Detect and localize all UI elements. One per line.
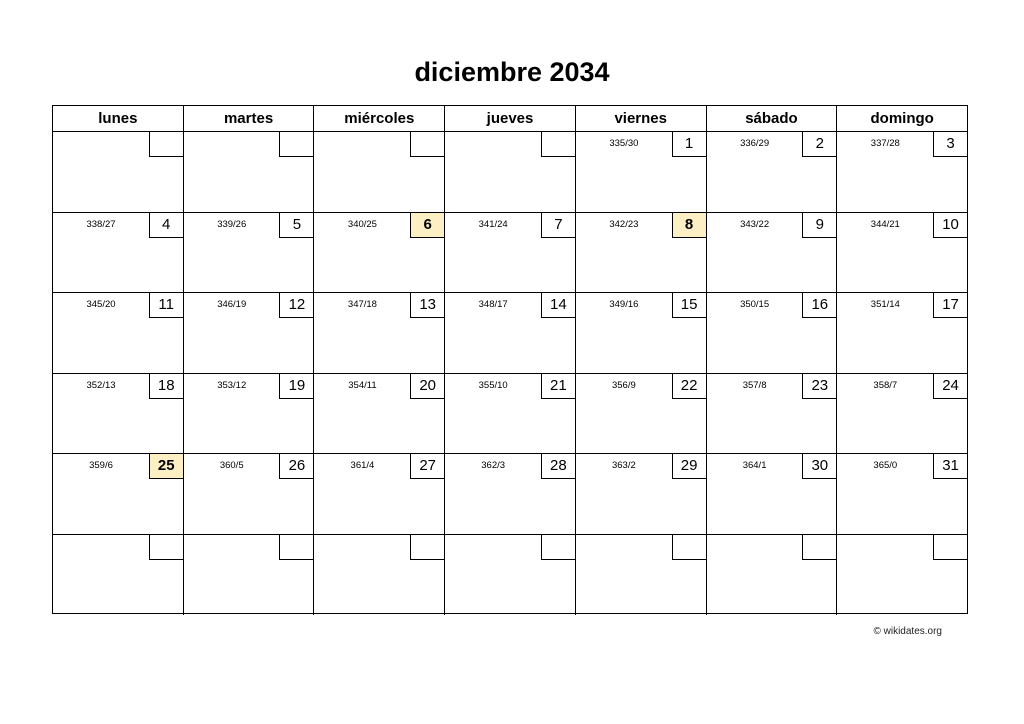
day-of-year-label: 344/21 xyxy=(870,218,900,230)
day-of-year-label: 363/2 xyxy=(611,460,636,471)
day-number: 15 xyxy=(672,293,706,318)
day-number: 26 xyxy=(279,454,313,479)
day-number xyxy=(149,535,183,560)
day-cell xyxy=(576,374,707,454)
day-cell xyxy=(314,374,445,454)
calendar-grid xyxy=(52,105,968,614)
day-of-year-label: 353/12 xyxy=(217,379,247,391)
day-cell xyxy=(707,454,838,534)
day-number: 14 xyxy=(541,293,575,318)
day-cell xyxy=(184,293,315,373)
day-cell xyxy=(445,535,576,616)
day-cell xyxy=(445,293,576,373)
day-number: 5 xyxy=(279,213,313,238)
day-of-year-label: 348/17 xyxy=(478,299,508,310)
day-number: 28 xyxy=(541,454,575,479)
day-cell xyxy=(445,454,576,534)
holiday-day-number: 25 xyxy=(149,454,183,479)
day-cell xyxy=(53,293,184,373)
weekday-header-tuesday: martes xyxy=(184,106,315,131)
calendar-week-row xyxy=(53,293,967,374)
day-cell xyxy=(837,535,967,616)
day-number xyxy=(410,535,444,560)
copyright-footer: © wikidates.org xyxy=(873,626,942,637)
day-number: 1 xyxy=(672,132,706,157)
day-cell xyxy=(837,374,967,454)
day-cell xyxy=(445,374,576,454)
calendar-week-row xyxy=(53,213,967,294)
day-cell xyxy=(314,132,445,212)
day-number: 17 xyxy=(933,293,967,318)
calendar-title: diciembre 2034 xyxy=(414,57,610,87)
day-number: 23 xyxy=(802,374,836,399)
day-cell xyxy=(837,293,967,373)
day-cell xyxy=(837,132,967,212)
day-number: 2 xyxy=(802,132,836,157)
day-cell xyxy=(53,535,184,616)
day-number xyxy=(279,132,313,157)
day-cell xyxy=(184,535,315,616)
day-of-year-label: 364/1 xyxy=(742,460,767,471)
weeks-container xyxy=(53,132,967,615)
weekday-header-row xyxy=(53,106,967,132)
day-of-year-label: 340/25 xyxy=(347,218,377,230)
day-of-year-label: 341/24 xyxy=(478,218,508,230)
day-cell xyxy=(576,293,707,373)
day-cell xyxy=(576,535,707,616)
day-of-year-label: 351/14 xyxy=(870,299,900,310)
day-number: 3 xyxy=(933,132,967,157)
day-cell xyxy=(314,293,445,373)
day-number xyxy=(802,535,836,560)
day-number: 21 xyxy=(541,374,575,399)
day-number: 11 xyxy=(149,293,183,318)
day-number: 9 xyxy=(802,213,836,238)
day-of-year-label: 335/30 xyxy=(609,138,639,149)
day-number xyxy=(279,535,313,560)
day-cell xyxy=(184,213,315,293)
day-of-year-label: 356/9 xyxy=(611,379,636,391)
day-cell xyxy=(707,132,838,212)
weekday-header-saturday: sábado xyxy=(707,106,838,131)
day-number: 4 xyxy=(149,213,183,238)
day-cell xyxy=(837,213,967,293)
day-of-year-label: 342/23 xyxy=(609,218,639,230)
day-of-year-label: 358/7 xyxy=(873,379,898,391)
weekday-header-thursday: jueves xyxy=(445,106,576,131)
day-of-year-label: 337/28 xyxy=(870,138,900,149)
day-number: 13 xyxy=(410,293,444,318)
day-number xyxy=(410,132,444,157)
day-cell xyxy=(576,213,707,293)
day-number: 22 xyxy=(672,374,706,399)
weekday-header-monday: lunes xyxy=(53,106,184,131)
day-number: 10 xyxy=(933,213,967,238)
day-number: 19 xyxy=(279,374,313,399)
day-of-year-label: 349/16 xyxy=(609,299,639,310)
day-cell xyxy=(314,535,445,616)
weekday-header-sunday: domingo xyxy=(870,110,934,127)
day-of-year-label: 345/20 xyxy=(86,299,116,310)
day-of-year-label: 361/4 xyxy=(350,460,375,471)
calendar-week-row xyxy=(53,374,967,455)
day-number xyxy=(672,535,706,560)
day-number: 29 xyxy=(672,454,706,479)
day-cell xyxy=(837,454,967,534)
day-of-year-label: 350/15 xyxy=(740,299,770,310)
day-of-year-label: 343/22 xyxy=(740,218,770,230)
day-number xyxy=(933,535,967,560)
day-cell xyxy=(53,213,184,293)
day-number xyxy=(541,535,575,560)
holiday-day-number: 8 xyxy=(672,213,706,238)
day-cell xyxy=(184,374,315,454)
day-cell xyxy=(707,213,838,293)
day-cell xyxy=(445,132,576,212)
day-number: 20 xyxy=(410,374,444,399)
weekday-header-friday: viernes xyxy=(576,106,707,131)
day-of-year-label: 352/13 xyxy=(86,379,116,391)
day-number: 31 xyxy=(933,454,967,479)
day-number: 30 xyxy=(802,454,836,479)
day-of-year-label: 357/8 xyxy=(742,379,767,391)
day-of-year-label: 339/26 xyxy=(217,218,247,230)
calendar-week-row xyxy=(53,454,967,535)
day-number: 18 xyxy=(149,374,183,399)
day-number: 24 xyxy=(933,374,967,399)
day-number: 27 xyxy=(410,454,444,479)
day-cell xyxy=(53,374,184,454)
day-cell xyxy=(445,213,576,293)
day-of-year-label: 336/29 xyxy=(740,138,770,149)
day-number: 16 xyxy=(802,293,836,318)
day-cell xyxy=(576,132,707,212)
day-number xyxy=(149,132,183,157)
day-cell xyxy=(707,374,838,454)
day-cell xyxy=(576,454,707,534)
day-of-year-label: 347/18 xyxy=(347,299,377,310)
calendar-week-row xyxy=(53,132,967,213)
day-cell xyxy=(314,454,445,534)
calendar-week-row xyxy=(53,535,967,616)
day-number: 12 xyxy=(279,293,313,318)
day-cell xyxy=(53,132,184,212)
day-number xyxy=(541,132,575,157)
day-cell xyxy=(707,535,838,616)
day-cell xyxy=(707,293,838,373)
day-of-year-label: 365/0 xyxy=(873,460,898,471)
day-of-year-label: 338/27 xyxy=(86,218,116,230)
day-of-year-label: 355/10 xyxy=(478,379,508,391)
holiday-day-number: 6 xyxy=(410,213,444,238)
day-of-year-label: 354/11 xyxy=(348,379,377,391)
weekday-header-wednesday: miércoles xyxy=(314,106,445,131)
day-of-year-label: 346/19 xyxy=(217,299,247,310)
day-cell xyxy=(53,454,184,534)
day-number: 7 xyxy=(541,213,575,238)
day-cell xyxy=(314,213,445,293)
day-of-year-label: 362/3 xyxy=(481,460,506,471)
day-of-year-label: 360/5 xyxy=(219,460,244,471)
day-cell xyxy=(184,454,315,534)
day-cell xyxy=(184,132,315,212)
day-of-year-label: 359/6 xyxy=(89,460,113,471)
